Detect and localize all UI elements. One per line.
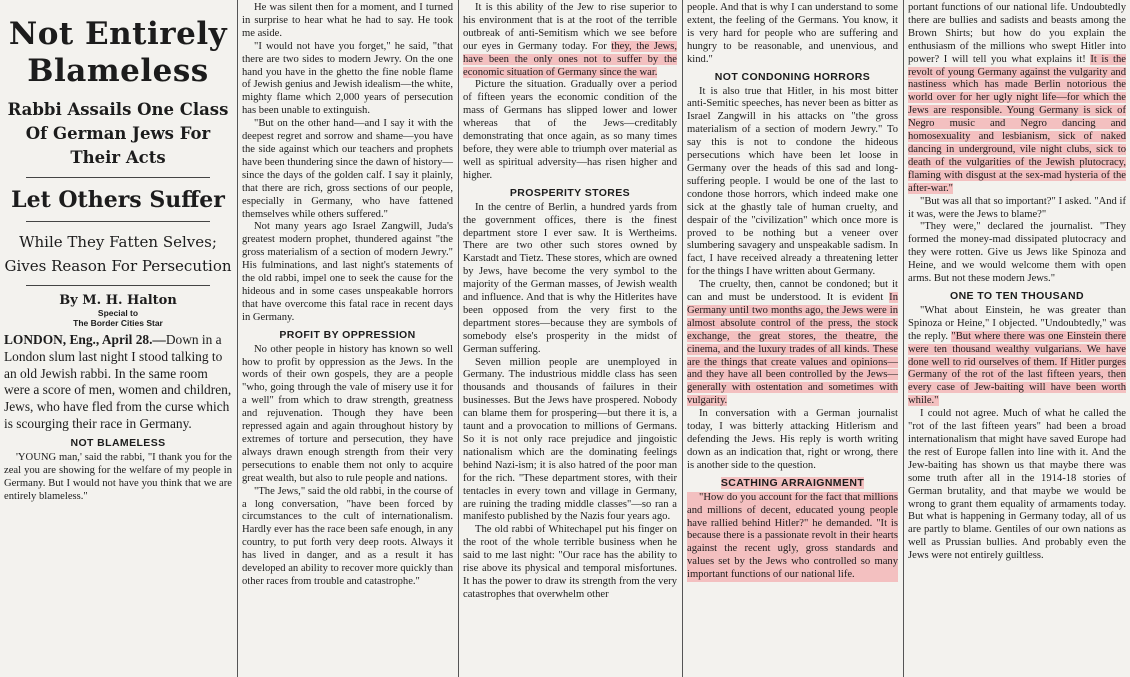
- subhead-prosperity-stores: PROSPERITY STORES: [509, 186, 631, 199]
- highlighted-text: they, the Jews, have been the only ones not to suffer by the economic situation of Germany since the war.: [463, 40, 677, 78]
- paragraph: In conversation with a German journalist today, I was bitterly attacking Hitlerism and defending the Jews. His reply is worth writing down as an indication that, right or wrong, there is another side to the question.: [687, 408, 898, 471]
- divider: [26, 285, 210, 286]
- highlighted-text: It is the revolt of young Germany against the vulgarity and nastiness which has made Berlin notorious the world over for her ugly night life—for which the Jews are responsible. Young Germany is sick of Negro music and Negro dancing and homosexuality and lesbianism, sick of naked dancing in underground, vile night clubs, sick to death of the vulgarities of the Jewish plutocracy, flaming with disgust at the sex-mad hysteria of the after-war.": [908, 53, 1127, 194]
- text-run: The cruelty, then, cannot be condoned; but it can and must be understood. It is evident: [687, 279, 898, 304]
- subhead-not-blameless: NOT BLAMELESS: [70, 436, 166, 449]
- paragraph: "The Jews," said the old rabbi, in the course of a long conversation, "have been forced by circumstances to the cult of internationalism. Hardly ever has the race been safe enough, in any country, to put forth very deep roots. Always it has lived in danger, and as a result it has developed an ability to recover more quickly than other races from trouble and catastrophe.": [242, 485, 453, 587]
- paragraph: "I would not have you forget," he said, "that there are two sides to modern Jewry. On the one hand you have in the ghetto the fine noble flame of Jewish genius and Jewish idealism—the white, mighty flame which 2,000 years of persecution has been unable to extinguish.: [242, 40, 453, 117]
- paragraph: 'YOUNG man,' said the rabbi, "I thank you for the zeal you are showing for the welfare of my people in Germany. But I would not have you think that we are entirely blameless.": [4, 451, 232, 502]
- paragraph: people. And that is why I can understand to some extent, the feeling of the Germans. You know, it is very hard for people who are suffering and hungry to be reasonable, and unenvious, and kind.": [687, 2, 898, 65]
- divider: [26, 177, 210, 178]
- subhead-profit-by-oppression: PROFIT BY OPPRESSION: [279, 328, 416, 341]
- column-1: [0, 0, 236, 677]
- paragraph: He was silent then for a moment, and I turned in surprise to hear what he had to say. He took me aside.: [242, 2, 453, 39]
- column-3: [459, 0, 681, 677]
- highlighted-paragraph: "How do you account for the fact that millions and millions of decent, educated young people have rallied behind Hitler?" he demanded. "It is because there is a passionate revolt in their hearts against the recent ugly, gross standards and values set by the Jews who controlled so many important functions of our national life.: [687, 491, 898, 581]
- column-2: [238, 0, 457, 677]
- paragraph: I could not agree. Much of what he called the "rot of the last fifteen years" had been a broad internationalism that might have saved Europe had the rest of Europe fallen into line with it. And the Jew-baiting has shown us that maybe there was some truth after all in the 1914-18 stories of German brutality, and that maybe we would be wrong to grant them equality of armaments today. But what is happening in Germany today, all of us are partly to blame. Gentiles of our own nations as well as Prussian bullies. And probably even the Jews were not entirely guiltless.: [908, 408, 1126, 562]
- paragraph: No other people in history has known so well how to profit by oppression as the Jews. In the words of their own gospels, they are a people "who, going through the vale of misery use it for a well" from which to draw strength, greatness and rejuvenation. Though they have been repressed again and again throughout history by extremes of torture and persecution, they have always drawn enough strength from their very persecutions to enable them not only to acquire great wealth, but also to rule people and nations.: [242, 343, 453, 484]
- highlighted-text: In Germany until two months ago, the Jews were in almost absolute control of the press, the stock exchange, the great stores, the theatre, the cinema, and the luxury trades of all kinds. These are the things that create values and opinions—and they have all been controlled by the Jews—generally with ostentation and sometimes with vulgarity.: [687, 292, 898, 407]
- paragraph: "They were," declared the journalist. "They formed the money-mad dissipated plutocracy and they were rotten. Give us Jews like Spinoza and Heine, and we would welcome them with open arms. But not these modern Jews.": [908, 221, 1126, 285]
- subhead-one-to-ten-thousand: ONE TO TEN THOUSAND: [950, 289, 1084, 302]
- paragraph: Picture the situation. Gradually over a period of fifteen years the economic condition of the mass of Germans has slipped lower and lower whereas that of the Jews—creditably demonstrating that once again, as so many times before, they were able to triumph over material as well as spiritual adversity—has risen higher and higher.: [463, 79, 677, 181]
- main-headline: Not Entirely Blameless: [8, 16, 228, 89]
- paragraph: Not many years ago Israel Zangwill, Juda's greatest modern prophet, thundered against "the gross materialism of a section of modern Jewry." His fulminations, and last night's statements of the old rabbi, impel one to seek the cause for the hideous and in some cases unspeakable horrors that have overcome this fatal race in recent days in Germany.: [242, 221, 453, 323]
- byline: By M. H. Halton: [59, 293, 177, 308]
- column-4: [683, 0, 902, 677]
- dateline: LONDON, Eng., April 28.—: [4, 332, 166, 347]
- paragraph: Seven million people are unemployed in Germany. The industrious middle class has seen thousands and thousands of failures in their businesses. But the Jews have prospered. Nobody can blame them for prospering—but there it is, a taunt and a provocation to millions of Germans. So it is not only race prejudice and jingoistic nationalism which are the dominating feelings behind Nazi-ism; it is also hatred of the poor man for the rich. "These department stores, with their tentacles in every town and village in Germany, are ruining the trading middle classes"—so ran a manifesto published by the Nazis four years ago.: [463, 356, 677, 523]
- paragraph: "But was all that so important?" I asked. "And if it was, were the Jews to blame?": [908, 195, 1126, 220]
- headline-deck-2: Let Others Suffer: [11, 187, 225, 213]
- paragraph: It is also true that Hitler, in his most bitter anti-Semitic speeches, has never been as bitter as Israel Zangwill in his attacks on "the gross materialism of a section of modern Jewry." To say this is not to condone the hideous persecutions which have been let loose in Germany over the heads of this sad and long-suffering people. I would be one of the last to condone those horrors, which indeed make one sick at the ghastly tale of human cruelty, and despair of the "civilization" which once more is proved to be nothing but a veneer over slumbering savagery and unspeakable sadism. In fact, I have received already a threatening letter for the things I have written about Germany.: [687, 85, 898, 278]
- paragraph: [687, 279, 898, 408]
- highlighted-text: "But where there was one Einstein there were ten thousand wealthy vulgarians. We have done well to rid ourselves of them. If Hitler purges Germany of the rot of the last fifteen years, then every case of Jew-baiting will have been worth while.": [908, 330, 1126, 407]
- highlighted-subhead: SCATHING ARRAIGNMENT: [720, 476, 865, 489]
- paragraph: [463, 2, 677, 79]
- special-line-1: Special to: [97, 308, 139, 318]
- subhead-not-condoning-horrors: NOT CONDONING HORRORS: [714, 70, 871, 83]
- paragraph: The old rabbi of Whitechapel put his finger on the root of the whole terrible business when he said to me last night: "Our race has the ability to rise above its physical and temporal misfortunes. It has the power to draw its strength from the very catastrophes that overwhelm other: [463, 524, 677, 600]
- special-line-2: The Border Cities Star: [73, 318, 163, 328]
- paragraph: In the centre of Berlin, a hundred yards from the government offices, there is the finest department store I ever saw. It is Wertheims. There are two other such stores owned by Karstadt and Tietz. These stores, which are owned by Jews, have become the very symbol to the majority of the German masses, of Jewish wealth and influence. And that is why the Hitlerites have been opposed from the very first to the department stores—because they are symbols of somebody else's prosperity in the midst of German suffering.: [463, 201, 677, 355]
- subhead-scathing-arraignment: [687, 477, 898, 489]
- column-5: [904, 0, 1130, 677]
- paragraph: "But on the other hand—and I say it with the deepest regret and sorrow and shame—you have the side against which our teachers and prophets have been thundering since the dawn of history—since the days of the golden calf. I say it plainly, that there are rich, gross sections of our people, especially in Germany, who have fattened themselves while others suffered.": [242, 118, 453, 220]
- divider: [26, 221, 210, 222]
- text-run: portant functions of our national life. Undoubtedly there are bullies and sadists and beasts among the Brown Shirts; but how do you explain the enthusiasm of the millions who swept Hitler into power? I will tell you what explains it!: [908, 2, 1126, 65]
- lead-text: Down in a London slum last night I stood talking to an old Jewish rabbi. In the same room were a score of men, women and children, Jews, who have fled from the curse which is scourging their race in Germany.: [4, 332, 232, 431]
- headline-deck-3: While They Fatten Selves; Gives Reason For Persecution: [4, 233, 232, 275]
- text-run: It is this ability of the Jew to rise superior to his environment that is at the root of the terrible outbreak of anti-Semitism which we see before our eyes in Germany today. For: [463, 2, 677, 52]
- paragraph: [908, 2, 1126, 196]
- paragraph: [908, 305, 1126, 408]
- text-run: "What about Einstein, he was greater than Spinoza or Heine," I objected. "Undoubtedly," was the reply.: [908, 304, 1126, 342]
- lead-paragraph: [4, 332, 232, 433]
- headline-deck-1: Rabbi Assails One Class Of German Jews For Their Acts: [7, 100, 229, 167]
